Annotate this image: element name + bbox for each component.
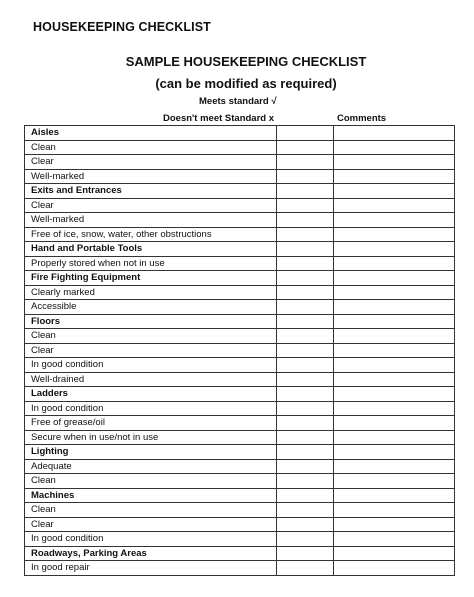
section-header-row [25,387,455,402]
comments-cell[interactable] [334,271,455,286]
comments-cell[interactable] [334,517,455,532]
checklist-item-row [25,401,455,416]
checklist-item-row [25,300,455,315]
checklist-item-row [25,532,455,547]
section-header-row [25,242,455,257]
status-cell[interactable] [277,169,334,184]
item-label: In good repair [25,561,277,576]
checklist-item-row [25,329,455,344]
section-header-row [25,184,455,199]
item-label: Clear [25,198,277,213]
section-label: Machines [25,488,277,503]
status-cell[interactable] [277,474,334,489]
checklist-table [24,125,455,576]
comments-cell[interactable] [334,358,455,373]
section-label: Exits and Entrances [25,184,277,199]
checklist-item-row [25,227,455,242]
item-label: In good condition [25,532,277,547]
item-label: Clear [25,343,277,358]
document-subtitle: SAMPLE HOUSEKEEPING CHECKLIST [125,54,367,69]
status-cell[interactable] [277,503,334,518]
checklist-item-row [25,256,455,271]
checklist-item-row [25,285,455,300]
comments-cell[interactable] [334,300,455,315]
comments-cell[interactable] [334,532,455,547]
checklist-item-row [25,372,455,387]
section-header-row [25,546,455,561]
section-header-row [25,445,455,460]
status-cell[interactable] [277,372,334,387]
section-label: Roadways, Parking Areas [25,546,277,561]
comments-cell[interactable] [334,256,455,271]
status-cell[interactable] [277,184,334,199]
checklist-item-row [25,213,455,228]
document-title: HOUSEKEEPING CHECKLIST [33,20,211,34]
section-header-row [25,271,455,286]
section-label: Hand and Portable Tools [25,242,277,257]
item-label: Secure when in use/not in use [25,430,277,445]
section-label: Lighting [25,445,277,460]
checklist-item-row [25,561,455,576]
item-label: Clearly marked [25,285,277,300]
section-label: Ladders [25,387,277,402]
comments-cell[interactable] [334,488,455,503]
status-cell[interactable] [277,155,334,170]
comments-cell[interactable] [334,314,455,329]
status-cell[interactable] [277,271,334,286]
comments-cell[interactable] [334,430,455,445]
comments-cell[interactable] [334,227,455,242]
status-cell[interactable] [277,387,334,402]
item-label: Accessible [25,300,277,315]
checklist-item-row [25,358,455,373]
status-cell[interactable] [277,343,334,358]
item-label: In good condition [25,401,277,416]
comments-cell[interactable] [334,459,455,474]
comments-cell[interactable] [334,343,455,358]
document-note: (can be modified as required) [155,76,337,91]
checklist-item-row [25,517,455,532]
status-cell[interactable] [277,358,334,373]
comments-column-header: Comments [337,113,387,124]
comments-cell[interactable] [334,474,455,489]
item-label: Well-marked [25,169,277,184]
checklist-item-row [25,430,455,445]
comments-cell[interactable] [334,329,455,344]
status-cell[interactable] [277,227,334,242]
status-cell[interactable] [277,561,334,576]
comments-cell[interactable] [334,285,455,300]
comments-cell[interactable] [334,445,455,460]
section-label: Floors [25,314,277,329]
comments-cell[interactable] [334,169,455,184]
section-header-row [25,126,455,141]
comments-cell[interactable] [334,401,455,416]
status-cell[interactable] [277,314,334,329]
item-label: Free of ice, snow, water, other obstructions [25,227,277,242]
section-label: Fire Fighting Equipment [25,271,277,286]
status-cell[interactable] [277,242,334,257]
checklist-item-row [25,416,455,431]
status-cell[interactable] [277,140,334,155]
comments-cell[interactable] [334,372,455,387]
comments-cell[interactable] [334,155,455,170]
comments-cell[interactable] [334,242,455,257]
section-label: Aisles [25,126,277,141]
item-label: Clean [25,474,277,489]
checklist-item-row [25,343,455,358]
checklist-item-row [25,474,455,489]
item-label: In good condition [25,358,277,373]
status-cell[interactable] [277,126,334,141]
item-label: Clean [25,140,277,155]
status-cell[interactable] [277,430,334,445]
item-label: Free of grease/oil [25,416,277,431]
comments-cell[interactable] [334,126,455,141]
item-label: Clear [25,155,277,170]
legend-meets-standard: Meets standard √ [199,96,277,107]
checklist-item-row [25,459,455,474]
legend-doesnt-meet-standard: Doesn't meet Standard x [163,113,275,124]
status-cell[interactable] [277,532,334,547]
section-header-row [25,314,455,329]
comments-cell[interactable] [334,503,455,518]
checklist-item-row [25,503,455,518]
status-cell[interactable] [277,213,334,228]
status-cell[interactable] [277,488,334,503]
comments-cell[interactable] [334,184,455,199]
status-cell[interactable] [277,445,334,460]
status-cell[interactable] [277,329,334,344]
status-cell[interactable] [277,546,334,561]
status-cell[interactable] [277,198,334,213]
item-label: Clean [25,503,277,518]
checklist-item-row [25,140,455,155]
comments-cell[interactable] [334,416,455,431]
comments-cell[interactable] [334,140,455,155]
checklist-table-body [25,126,455,576]
comments-cell[interactable] [334,387,455,402]
checklist-item-row [25,155,455,170]
comments-cell[interactable] [334,213,455,228]
status-cell[interactable] [277,256,334,271]
item-label: Properly stored when not in use [25,256,277,271]
comments-cell[interactable] [334,561,455,576]
item-label: Well-marked [25,213,277,228]
comments-cell[interactable] [334,198,455,213]
status-cell[interactable] [277,285,334,300]
status-cell[interactable] [277,517,334,532]
section-header-row [25,488,455,503]
status-cell[interactable] [277,416,334,431]
status-cell[interactable] [277,459,334,474]
item-label: Well-drained [25,372,277,387]
comments-cell[interactable] [334,546,455,561]
status-cell[interactable] [277,300,334,315]
item-label: Clean [25,329,277,344]
item-label: Clear [25,517,277,532]
checklist-item-row [25,169,455,184]
status-cell[interactable] [277,401,334,416]
checklist-item-row [25,198,455,213]
item-label: Adequate [25,459,277,474]
